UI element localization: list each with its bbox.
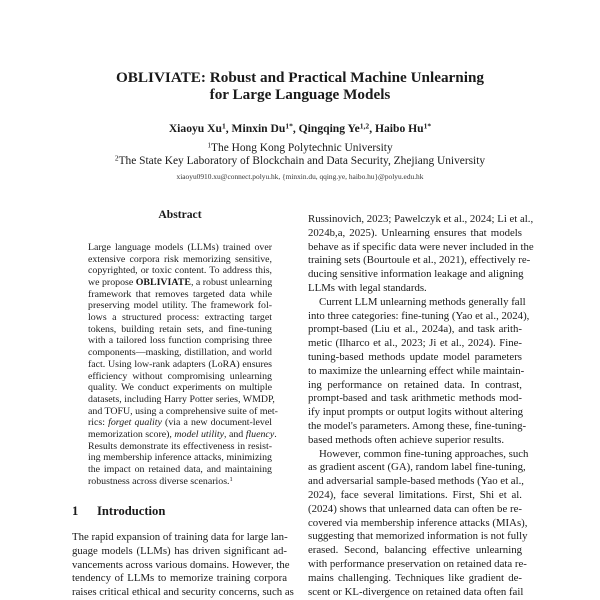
affiliation [0,142,600,154]
text-line: training sets (Bourtoule et al., 2021), effectively re- [308,254,531,267]
text-line: Large language models (LLMs) trained over [88,241,272,253]
text-line: Russinovich, 2023; Pawelczyk et al., 2024; Li et al., [308,213,534,225]
text-line: prompt-based (Liu et al., 2024a), and task arith- [308,323,522,336]
text-line: erased. Second, balancing effective unlearning [308,544,522,557]
affiliation-mark: 1 [207,140,212,150]
author-separator: , [369,122,375,135]
text-line: ing performance on retained data. In contrast, [308,378,522,391]
italic-text: fluency [245,429,275,441]
author-list [0,122,600,135]
text-segment: . [274,429,277,441]
section-title: Introduction [97,504,166,518]
author-name: Qingqing Ye [298,122,360,135]
text-line: metic (Ilharco et al., 2023; Ji et al., 2024). Fine- [308,337,522,350]
text-line: The rapid expansion of training data for large lan- [72,531,288,543]
text-line: Results demonstrate its effectiveness in resist- [88,440,272,452]
affiliation-mark: 2 [114,153,119,163]
author-separator: , [225,122,232,135]
text-line: and adversarial sample-based methods (Yao et al., [308,475,524,488]
text-line: scent or KL-divergence on retained data often fail [308,585,524,598]
text-line: to maximize the unlearning effect while maintain- [308,364,525,377]
text-line [308,447,529,462]
bold-text: OBLIVIATE [135,276,191,288]
text-line: quality. We conduct experiments on multiple [88,382,272,394]
abstract-heading: Abstract [158,208,202,221]
author-affiliation-mark: 1 [221,121,226,131]
italic-text: model utility [174,429,225,441]
text-line: datasets, including Harry Potter series, WMDP, [88,393,275,405]
text-line: extensive corpora risk memorizing sensitive, [88,253,272,265]
author-separator: , [292,122,299,135]
text-line: ing membership inference attacks, minimizing [88,452,272,464]
text-segment: based methods often achieve superior results. [308,433,505,446]
text-line: copyrighted, or toxic content. To address this, [88,265,272,277]
abstract-body [88,241,278,488]
text-line: mains challenging. Techniques like gradient de- [308,571,522,584]
text-segment: , and [224,429,246,441]
affiliation-text: The State Key Laboratory of Blockchain and Data Security, Zhejiang University [118,155,486,167]
text-segment: memorization score), [88,429,175,441]
text-segment: LLMs with legal standards. [308,281,427,294]
author-affiliation-mark: 1* [423,121,432,131]
section-number: 1 [72,504,79,518]
author-name: Xiaoyu Xu [168,122,222,135]
author-name: Minxin Du [231,122,286,135]
text-line [308,282,522,296]
author-affiliation-mark: 1,2 [359,121,370,131]
text-line: efficiency without compromising unlearning [88,370,272,382]
text-line: tokens, building retain sets, and fine-tuning [88,323,272,335]
text-line: 2024b,a, 2025). Unlearning ensures that models [308,226,522,239]
text-line [308,434,522,448]
affiliation-text: The Hong Kong Polytechnic University [211,142,393,154]
affiliation [0,155,600,167]
text-line [88,476,272,488]
text-line [88,417,272,429]
text-line: preserving model utility. The framework fol- [88,300,272,312]
text-line: the impact on retained data, and maintaining [88,464,272,476]
text-line: behave as if specific data were never included in the [308,240,534,253]
text-line: with performance preservation on retained data re- [308,557,527,570]
text-line: lows a structured process: extracting target [88,312,272,324]
title-line-1: OBLIVIATE: Robust and Practical Machine Unlearning [115,69,485,86]
title-line-2: for Large Language Models [209,86,391,103]
text-segment: , a robust unlearning [190,276,273,288]
text-line: raises critical ethical and security concerns, such as [72,586,294,599]
text-line: suggesting that memorized information is not fully [308,530,528,543]
italic-text: forget quality [108,417,162,429]
text-line [88,277,272,289]
author-emails: xiaoyu0910.xu@connect.polyu.hk, {minxin.du, qqing.ye, haibo.hu}@polyu.edu.hk [176,172,424,181]
text-line: ify input prompts or output logits without altering [308,406,524,419]
author-affiliation-mark: 1* [285,121,293,131]
text-segment: we propose [88,276,136,288]
text-line: covered via membership inference attacks (MIAs), [308,516,528,529]
text-line: 2024), face several limitations. First, Shi et al. [308,488,522,501]
text-line: tendency of LLMs to memorize training corpora [72,572,287,585]
text-line: (2024) shows that unlearned data can often be re- [308,502,522,515]
text-line: components—masking, distillation, and world [88,347,272,359]
section-heading-introduction [72,504,165,519]
text-segment: robustness across diverse scenarios. [88,475,230,487]
text-line: into three categories: fine-tuning (Yao et al., 2024), [308,309,530,322]
text-line: tuning-based methods update model parameters [308,350,522,363]
text-line: prompt-based and task arithmetic methods mod- [308,392,522,405]
text-line [88,429,277,441]
text-line: fact. Using low-rank adapters (LoRA) ensures [88,358,272,370]
text-line: framework that removes targeted data while [88,288,272,300]
text-line: ducing sensitive information leakage and aligning [308,268,524,281]
text-line [308,295,526,310]
introduction-body-left [72,531,294,600]
text-segment: rics: [88,417,109,429]
text-line: as gradient ascent (GA), random label fine-tuning, [308,461,526,474]
author-name: Haibo Hu [374,122,424,135]
text-segment: Current LLM unlearning methods generally fall [319,295,526,308]
paper-title [0,69,600,103]
text-line: and TOFU, using a comprehensive suite of met- [88,405,278,417]
introduction-body-right [308,213,534,599]
text-segment: However, common fine-tuning approaches, such [319,447,529,460]
text-segment: (via a new document-level [161,417,272,429]
text-line: guage models (LLMs) has driven significant ad- [72,544,287,557]
text-line: vancements across various domains. However, the [72,558,290,571]
text-line: with a tailored loss function comprising three [88,335,272,347]
footnote-mark: 1 [229,475,233,483]
text-line: the model's parameters. Among these, fine-tuning- [308,419,527,432]
